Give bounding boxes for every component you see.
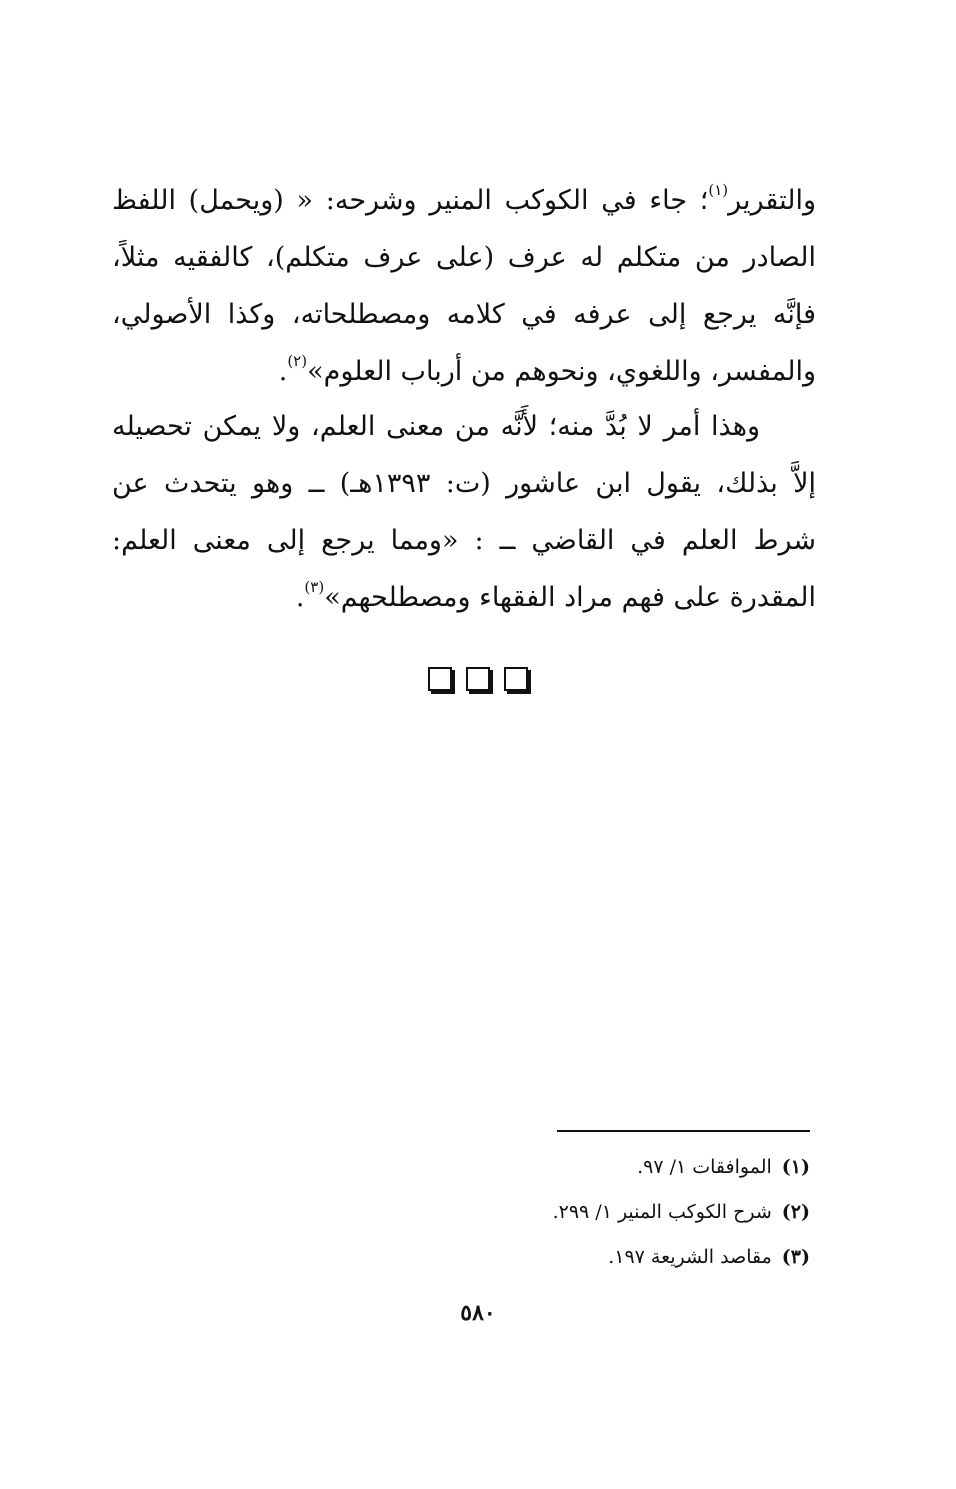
paragraph-2 [112,398,816,626]
square-ornament-icon [504,667,528,691]
footnote-number: (٣) [781,1246,810,1268]
section-end-ornament [0,667,956,691]
footnote-ref-3: (٣) [304,578,325,596]
footnote-separator [557,1130,810,1132]
paragraph-1 [112,172,816,400]
paragraph-2-text-a: وهذا أمر لا بُدَّ منه؛ لأَنَّه من معنى العلم، ولا يمكن تحصيله إلاَّ بذلك، يقول ابن عاشور (ت: ١٣٩٣هـ) ــ وهو يتحدث عن شرط العلم في القاضي ــ : «ومما يرجع إلى معنى العلم: المقدرة على فهم مراد الفقهاء ومصطلحهم» [112,411,816,613]
paragraph-1-text-b: ؛ جاء في الكوكب المنير وشرحه: « (ويحمل) اللفظ الصادر من متكلم له عرف (على عرف متكلم)، كالفقيه مثلاً، فإنَّه يرجع إلى عرفه في كلامه ومصطلحاته، وكذا الأصولي، والمفسر، واللغوي، ونحوهم من أرباب العلوم» [112,185,816,387]
footnote-ref-2: (٢) [287,352,308,370]
square-ornament-icon [466,667,490,691]
footnote-1 [400,1145,810,1190]
footnote-number: (١) [781,1156,810,1178]
paragraph-2-text-b: . [295,582,305,613]
footnote-text: الموافقات ١/ ٩٧. [637,1156,772,1178]
paragraph-1-text-a: والتقرير [728,185,816,216]
square-ornament-icon [428,667,452,691]
footnote-ref-1: (١) [708,181,729,199]
page-number: ٥٨٠ [460,1300,496,1326]
footnote-number: (٢) [781,1201,810,1223]
footnote-2 [400,1190,810,1235]
footnote-text: مقاصد الشريعة ١٩٧. [608,1246,772,1268]
footnote-text: شرح الكوكب المنير ١/ ٢٩٩. [552,1201,772,1223]
paragraph-1-text-c: . [278,356,288,387]
footnotes [400,1145,810,1280]
footnote-3 [400,1235,810,1280]
